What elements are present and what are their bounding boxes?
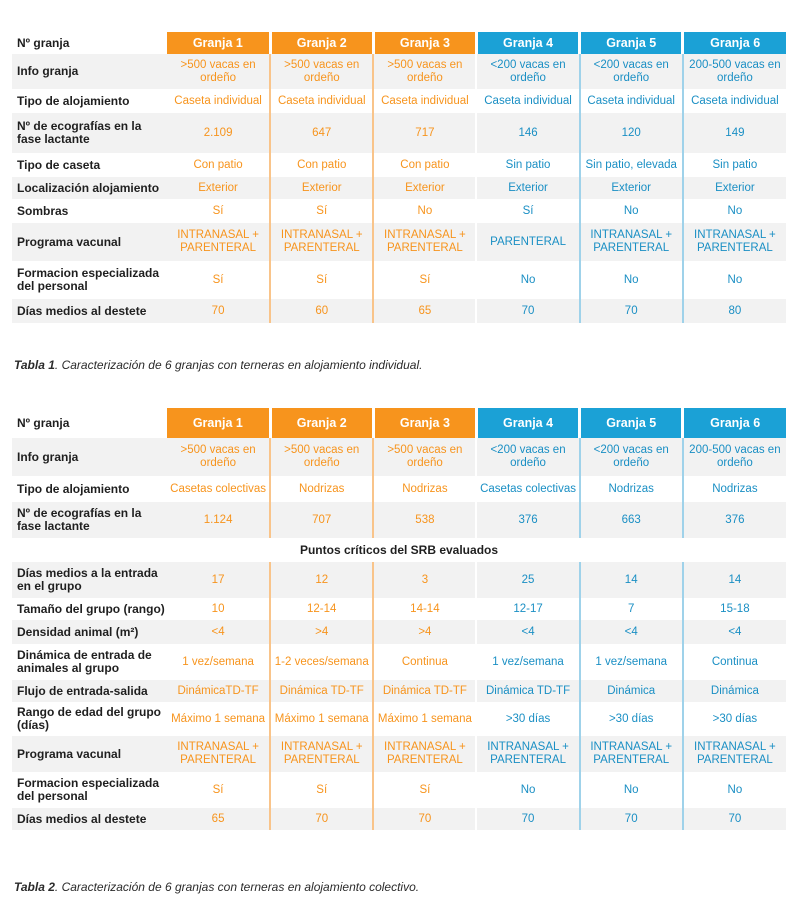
farm-header-2: Granja 2 (270, 32, 373, 54)
cell-granja-6: 376 (683, 502, 786, 538)
cell-granja-2: Con patio (270, 153, 373, 177)
table-row (12, 261, 786, 299)
caption-text: . Caracterización de 6 granjas con terneras en alojamiento colectivo. (54, 880, 420, 894)
cell-granja-3: 70 (373, 808, 476, 830)
row-label: Info granja (12, 438, 167, 476)
row-label: Nº de ecografías en la fase lactante (12, 502, 167, 538)
cell-granja-6: INTRANASAL + PARENTERAL (683, 223, 786, 261)
cell-granja-6: INTRANASAL + PARENTERAL (683, 736, 786, 772)
table-row (12, 153, 786, 177)
cell-granja-2: Nodrizas (270, 476, 373, 502)
cell-granja-5: Dinámica (580, 680, 683, 702)
table-row (12, 113, 786, 153)
table-row (12, 199, 786, 223)
cell-granja-1: Máximo 1 semana (171, 712, 266, 725)
table-row (12, 299, 786, 323)
cell-granja-3: 538 (373, 502, 476, 538)
cell-granja-1: 70 (167, 299, 270, 323)
cell-granja-2: 70 (270, 808, 373, 830)
cell-granja-5: INTRANASAL + PARENTERAL (580, 223, 683, 261)
table-collective-housing (12, 408, 786, 830)
cell-granja-4: <200 vacas en ordeño (476, 54, 579, 89)
cell-granja-3: Caseta individual (373, 89, 476, 113)
row-label: Programa vacunal (12, 736, 167, 772)
cell-granja-1: 17 (167, 562, 270, 598)
cell-granja-5: 120 (580, 113, 683, 153)
cell-granja-2: >500 vacas en ordeño (270, 438, 373, 476)
cell-granja-5: 1 vez/semana (580, 644, 683, 680)
cell-granja-2: 647 (270, 113, 373, 153)
row-label: Días medios al destete (12, 299, 167, 323)
cell-granja-3: Sí (373, 261, 476, 299)
cell-granja-3: Máximo 1 semana (373, 702, 476, 736)
cell-granja-6: 15-18 (683, 598, 786, 620)
cell-granja-6: No (683, 261, 786, 299)
table-row (12, 177, 786, 199)
cell-granja-1: >500 vacas en ordeño (167, 54, 270, 89)
table-row (12, 438, 786, 476)
farm-header-4: Granja 4 (476, 32, 579, 54)
cell-granja-1: Casetas colectivas (170, 482, 267, 495)
cell-granja-3: INTRANASAL + PARENTERAL (373, 736, 476, 772)
cell-granja-3: 14-14 (373, 598, 476, 620)
cell-granja-1: INTRANASAL + PARENTERAL (167, 223, 270, 261)
cell-granja-1: INTRANASAL + PARENTERAL (167, 736, 270, 772)
cell-granja-4: 1 vez/semana (476, 644, 579, 680)
table-row (12, 562, 786, 598)
cell-granja-5: <4 (580, 620, 683, 644)
cell-granja-4: INTRANASAL + PARENTERAL (476, 736, 579, 772)
row-label: Info granja (12, 54, 167, 89)
cell-granja-1: Exterior (167, 177, 270, 199)
cell-granja-4: PARENTERAL (476, 223, 579, 261)
cell-granja-3: Dinámica TD-TF (373, 680, 476, 702)
row-label: Días medios al destete (12, 808, 167, 830)
cell-granja-1: 2.109 (167, 113, 270, 153)
cell-granja-6: Caseta individual (683, 89, 786, 113)
cell-granja-4: 146 (476, 113, 579, 153)
cell-granja-2: >4 (270, 620, 373, 644)
cell-granja-6: >30 días (683, 702, 786, 736)
cell-granja-2: Sí (270, 772, 373, 808)
cell-granja-5: INTRANASAL + PARENTERAL (580, 736, 683, 772)
row-label: Tipo de alojamiento (17, 481, 130, 496)
farm-header-2: Granja 2 (270, 408, 373, 438)
cell-granja-6: 200-500 vacas en ordeño (683, 54, 786, 89)
corner-label: Nº granja (12, 32, 167, 54)
cell-granja-2: Caseta individual (270, 89, 373, 113)
table-row (12, 598, 786, 620)
cell-granja-1: Sí (212, 204, 224, 217)
cell-granja-3: Sí (373, 772, 476, 808)
cell-granja-4: Casetas colectivas (476, 476, 579, 502)
table-row (12, 54, 786, 89)
cell-granja-5: <200 vacas en ordeño (580, 54, 683, 89)
caption-text: . Caracterización de 6 granjas con terneras en alojamiento individual. (54, 358, 423, 372)
row-label: Días medios a la entrada en el grupo (12, 562, 167, 598)
cell-granja-3: Nodrizas (373, 476, 476, 502)
cell-granja-3: >500 vacas en ordeño (373, 438, 476, 476)
table-row (12, 502, 786, 538)
row-label: Rango de edad del grupo (días) (17, 705, 162, 732)
table-row (12, 89, 786, 113)
cell-granja-6: <4 (683, 620, 786, 644)
farm-header-1: Granja 1 (167, 408, 270, 438)
cell-granja-5: Sin patio, elevada (580, 153, 683, 177)
cell-granja-3: INTRANASAL + PARENTERAL (373, 223, 476, 261)
cell-granja-5: 663 (580, 502, 683, 538)
row-label: Nº de ecografías en la fase lactante (12, 113, 167, 153)
cell-granja-6: Nodrizas (683, 476, 786, 502)
farm-header-5: Granja 5 (580, 408, 683, 438)
cell-granja-3: Continua (373, 644, 476, 680)
cell-granja-2: Sí (270, 261, 373, 299)
table-row (12, 772, 786, 808)
cell-granja-5: 70 (580, 299, 683, 323)
cell-granja-4: 70 (476, 299, 579, 323)
cell-granja-2: Sí (270, 199, 373, 223)
section-row (12, 538, 786, 562)
row-label: Formacion especializada del personal (17, 266, 160, 293)
cell-granja-4: No (476, 261, 579, 299)
farm-header-3: Granja 3 (373, 408, 476, 438)
row-label: Formacion especializada del personal (17, 776, 160, 803)
farm-header-6: Granja 6 (683, 408, 786, 438)
cell-granja-2: 707 (270, 502, 373, 538)
caption-number: Tabla 2 (14, 880, 55, 894)
cell-granja-6: 14 (683, 562, 786, 598)
cell-granja-6: Dinámica (683, 680, 786, 702)
cell-granja-1: 1 vez/semana (182, 655, 254, 668)
cell-granja-1: Sí (212, 273, 224, 286)
farm-header-6: Granja 6 (683, 32, 786, 54)
cell-granja-2: Exterior (270, 177, 373, 199)
cell-granja-6: Sin patio (683, 153, 786, 177)
cell-granja-5: 14 (580, 562, 683, 598)
cell-granja-1: <4 (167, 620, 270, 644)
table-row (12, 223, 786, 261)
cell-granja-1: 10 (211, 602, 225, 615)
cell-granja-4: >30 días (476, 702, 579, 736)
row-label: Programa vacunal (12, 223, 167, 261)
farm-header-5: Granja 5 (580, 32, 683, 54)
row-label: Tipo de caseta (17, 157, 101, 172)
table-row (12, 808, 786, 830)
row-label: Dinámica de entrada de animales al grupo (17, 648, 152, 675)
cell-granja-5: 7 (580, 598, 683, 620)
cell-granja-2: INTRANASAL + PARENTERAL (270, 736, 373, 772)
cell-granja-4: 70 (476, 808, 579, 830)
header-row (12, 32, 786, 54)
cell-granja-5: Exterior (580, 177, 683, 199)
cell-granja-5: 70 (580, 808, 683, 830)
cell-granja-1: 65 (167, 808, 270, 830)
cell-granja-3: >500 vacas en ordeño (373, 54, 476, 89)
farm-header-3: Granja 3 (373, 32, 476, 54)
farm-header-4: Granja 4 (476, 408, 579, 438)
cell-granja-3: No (373, 199, 476, 223)
cell-granja-2: 12 (270, 562, 373, 598)
cell-granja-2: 60 (270, 299, 373, 323)
cell-granja-4: Sin patio (476, 153, 579, 177)
table-1-caption (14, 358, 422, 372)
cell-granja-4: Caseta individual (476, 89, 579, 113)
row-label: Flujo de entrada-salida (12, 680, 167, 702)
cell-granja-5: Nodrizas (580, 476, 683, 502)
cell-granja-5: No (580, 261, 683, 299)
cell-granja-1: Sí (212, 783, 224, 796)
cell-granja-2: Dinámica TD-TF (270, 680, 373, 702)
cell-granja-1: DinámicaTD-TF (167, 680, 270, 702)
table-row (12, 476, 786, 502)
row-label: Sombras (17, 203, 69, 218)
table-individual-housing (12, 32, 786, 323)
cell-granja-1: Caseta individual (174, 94, 262, 107)
cell-granja-2: 12-14 (270, 598, 373, 620)
corner-label: Nº granja (12, 408, 167, 438)
cell-granja-6: Continua (683, 644, 786, 680)
cell-granja-2: INTRANASAL + PARENTERAL (270, 223, 373, 261)
cell-granja-4: <200 vacas en ordeño (476, 438, 579, 476)
cell-granja-4: Dinámica TD-TF (476, 680, 579, 702)
farm-header-1: Granja 1 (167, 32, 270, 54)
table-row (12, 644, 786, 680)
row-label: Tipo de alojamiento (17, 93, 130, 108)
table-row (12, 702, 786, 736)
row-label: Localización alojamiento (12, 177, 167, 199)
cell-granja-6: No (683, 199, 786, 223)
cell-granja-1: 1.124 (167, 502, 270, 538)
cell-granja-4: No (476, 772, 579, 808)
cell-granja-5: >30 días (580, 702, 683, 736)
cell-granja-3: 717 (373, 113, 476, 153)
cell-granja-6: 200-500 vacas en ordeño (683, 438, 786, 476)
cell-granja-4: <4 (476, 620, 579, 644)
cell-granja-2: Máximo 1 semana (270, 702, 373, 736)
row-label: Densidad animal (m²) (12, 620, 167, 644)
cell-granja-4: 376 (476, 502, 579, 538)
caption-number: Tabla 1 (14, 358, 55, 372)
cell-granja-5: Caseta individual (580, 89, 683, 113)
cell-granja-6: 80 (683, 299, 786, 323)
cell-granja-1: Con patio (193, 158, 243, 171)
cell-granja-3: >4 (373, 620, 476, 644)
cell-granja-4: Exterior (476, 177, 579, 199)
table-2-caption (14, 880, 419, 894)
cell-granja-4: Sí (476, 199, 579, 223)
cell-granja-4: 25 (476, 562, 579, 598)
cell-granja-3: Exterior (373, 177, 476, 199)
cell-granja-2: 1-2 veces/semana (270, 644, 373, 680)
cell-granja-6: 149 (683, 113, 786, 153)
cell-granja-2: >500 vacas en ordeño (270, 54, 373, 89)
cell-granja-5: No (580, 772, 683, 808)
cell-granja-5: No (580, 199, 683, 223)
cell-granja-6: Exterior (683, 177, 786, 199)
row-label: Tamaño del grupo (rango) (17, 601, 165, 616)
cell-granja-4: 12-17 (476, 598, 579, 620)
cell-granja-5: <200 vacas en ordeño (580, 438, 683, 476)
cell-granja-6: 70 (683, 808, 786, 830)
cell-granja-6: No (683, 772, 786, 808)
cell-granja-3: 3 (373, 562, 476, 598)
section-heading: Puntos críticos del SRB evaluados (12, 538, 786, 562)
table-row (12, 736, 786, 772)
table-row (12, 680, 786, 702)
cell-granja-1: >500 vacas en ordeño (167, 438, 270, 476)
table-row (12, 620, 786, 644)
header-row (12, 408, 786, 438)
cell-granja-3: Con patio (373, 153, 476, 177)
cell-granja-3: 65 (373, 299, 476, 323)
